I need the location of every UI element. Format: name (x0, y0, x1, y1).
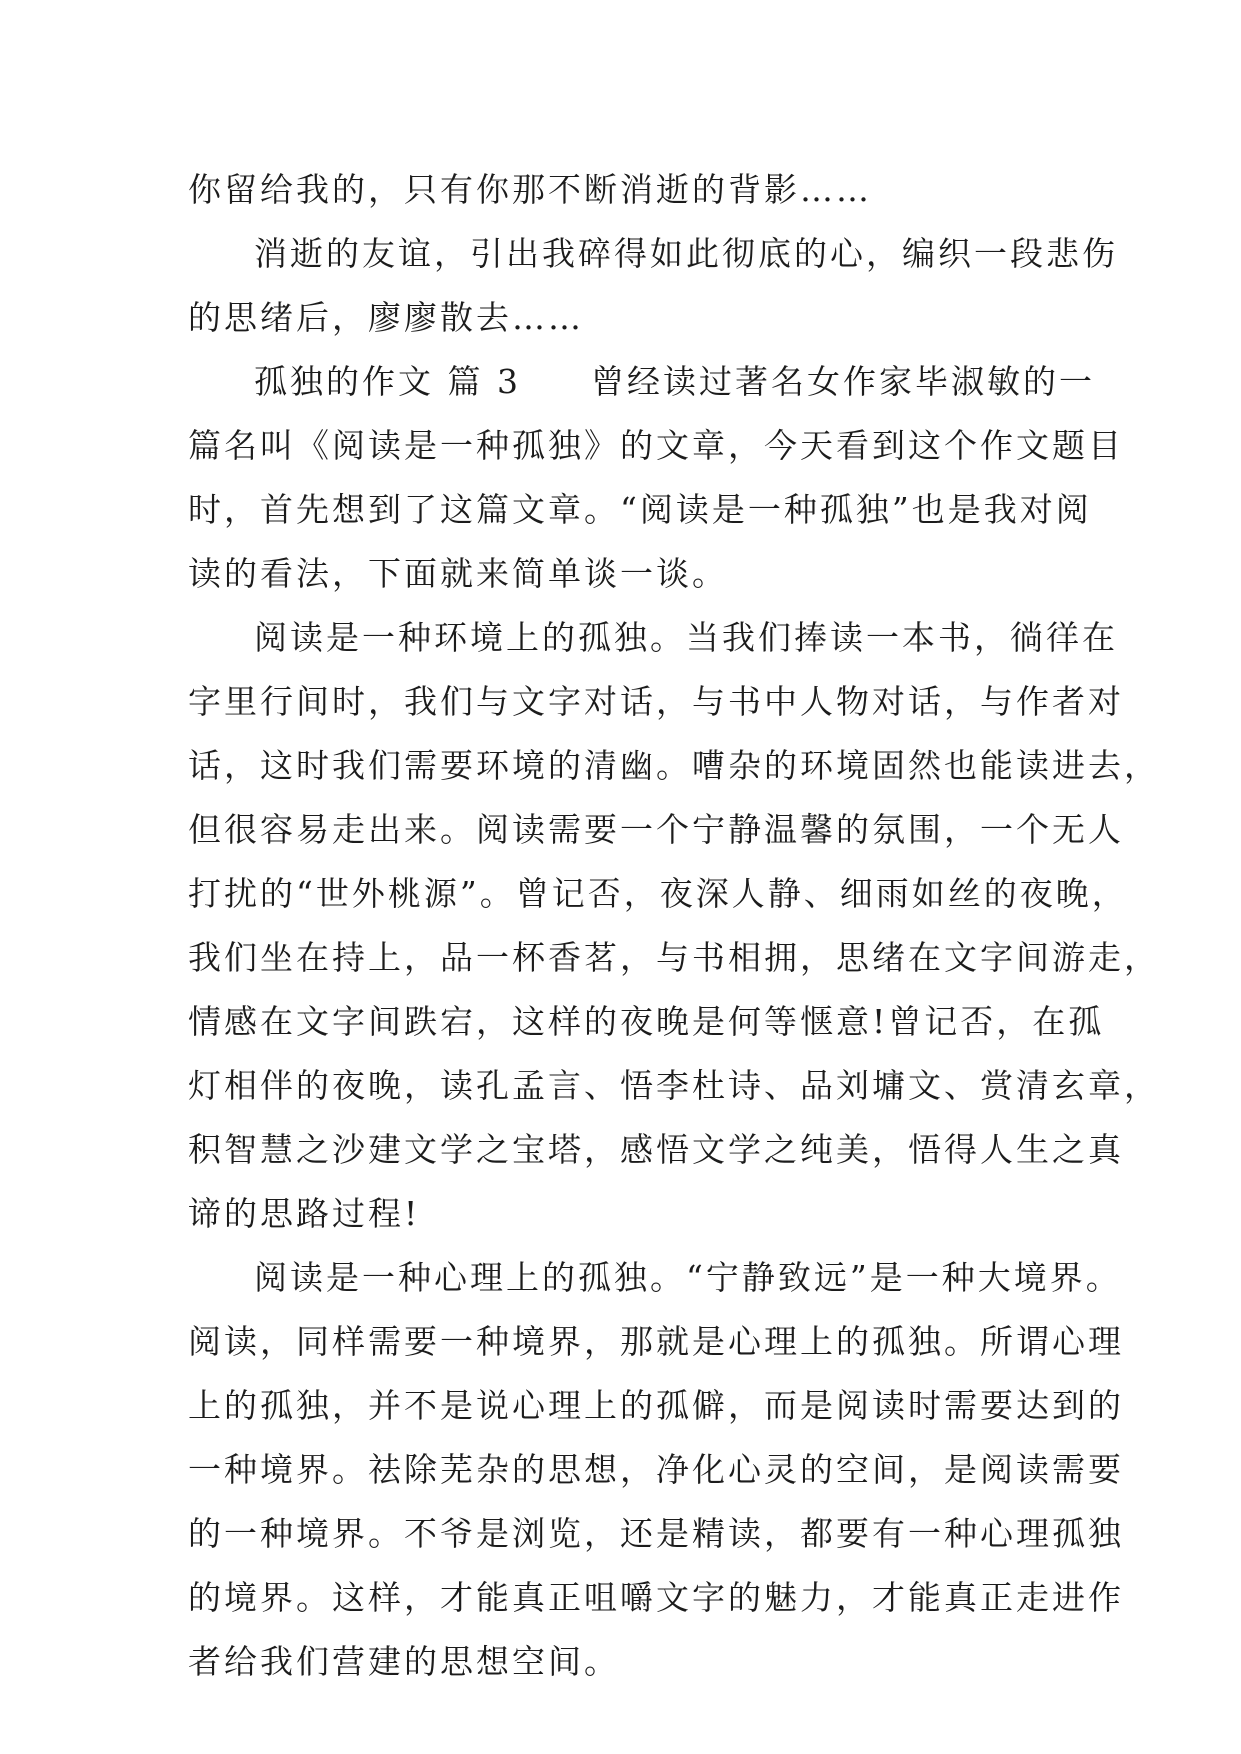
text-line: 的境界。这样，才能真正咀嚼文字的魅力，才能真正走进作 (188, 1578, 1124, 1617)
text-line: 上的孤独，并不是说心理上的孤僻，而是阅读时需要达到的 (188, 1386, 1124, 1425)
text-line: 的一种境界。不爷是浏览，还是精读，都要有一种心理孤独 (188, 1514, 1124, 1553)
text-line: 情感在文字间跌宕，这样的夜晚是何等惬意!曾记否，在孤 (188, 1002, 1105, 1041)
document-body (188, 158, 1160, 1694)
text-line: 灯相伴的夜晚，读孔孟言、悟李杜诗、品刘墉文、赏清玄章， (188, 1066, 1160, 1105)
text-line: 时，首先想到了这篇文章。“阅读是一种孤独”也是我对阅 (188, 490, 1092, 529)
text-line: 者给我们营建的思想空间。 (188, 1642, 620, 1681)
text-line: 我们坐在持上，品一杯香茗，与书相拥，思绪在文字间游走， (188, 938, 1160, 977)
paragraph-start-line: 消逝的友谊，引出我碎得如此彻底的心，编织一段悲伤 (254, 234, 1118, 273)
text-line: 谛的思路过程! (188, 1194, 421, 1233)
text-line: 的思绪后，廖廖散去…… (188, 298, 584, 337)
text-line: 篇名叫《阅读是一种孤独》的文章，今天看到这个作文题目 (188, 426, 1124, 465)
paragraph-start-line: 阅读是一种心理上的孤独。“宁静致远”是一种大境界。 (254, 1258, 1122, 1297)
text-line: 你留给我的，只有你那不断消逝的背影…… (188, 170, 872, 209)
text-line: 打扰的“世外桃源”。曾记否，夜深人静、细雨如丝的夜晚， (188, 874, 1128, 913)
paragraph-start-line: 阅读是一种环境上的孤独。当我们捧读一本书，徜徉在 (254, 618, 1118, 657)
section-heading: 孤独的作文 篇 3 (254, 362, 521, 401)
text-line: 阅读，同样需要一种境界，那就是心理上的孤独。所谓心理 (188, 1322, 1124, 1361)
text-line: 但很容易走出来。阅读需要一个宁静温馨的氛围，一个无人 (188, 810, 1124, 849)
text-line: 字里行间时，我们与文字对话，与书中人物对话，与作者对 (188, 682, 1124, 721)
text-line: 读的看法，下面就来简单谈一谈。 (188, 554, 728, 593)
text-line: 话，这时我们需要环境的清幽。嘈杂的环境固然也能读进去， (188, 746, 1160, 785)
section-heading-line (188, 350, 1095, 414)
text-line: 积智慧之沙建文学之宝塔，感悟文学之纯美，悟得人生之真 (188, 1130, 1124, 1169)
section-first-sentence: 曾经读过著名女作家毕淑敏的一 (590, 362, 1095, 401)
text-line: 一种境界。祛除芜杂的思想，净化心灵的空间，是阅读需要 (188, 1450, 1124, 1489)
